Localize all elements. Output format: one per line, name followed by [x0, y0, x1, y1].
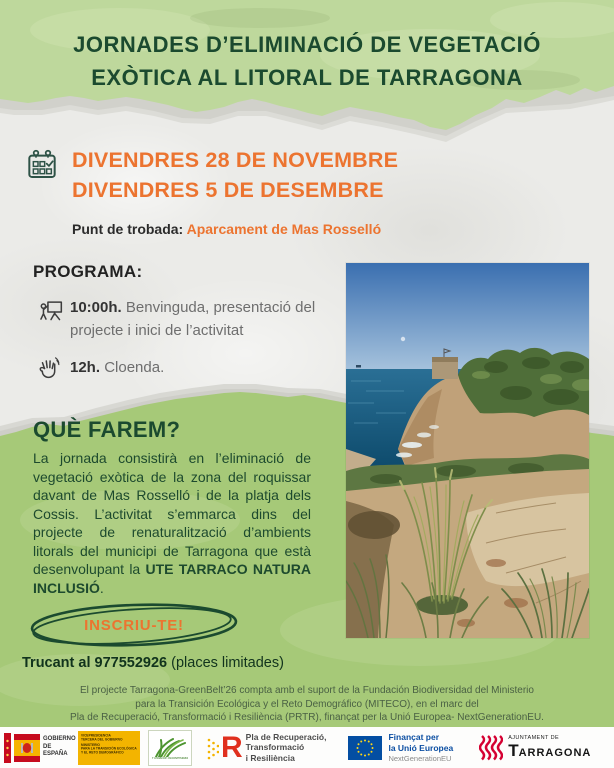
waving-hand-icon — [37, 357, 60, 380]
logo-gobierno-espana — [4, 731, 140, 765]
inscriute-label: INSCRIU-TE! — [84, 616, 184, 634]
ministerio-line: TERCERA DEL GOBIERNO — [81, 737, 123, 741]
phone-number: Trucant al 977552926 — [22, 655, 168, 671]
ministerio-line: MINISTERIO — [81, 742, 100, 747]
event-dates — [72, 145, 398, 205]
footer-line-3: Pla de Recuperació, Transformació i Resiliència (PRTR), finançat per la Unió Europea- NextGenerationEU. — [70, 712, 544, 723]
page-title — [20, 28, 594, 94]
prtr-r-icon: R — [221, 730, 243, 764]
logo-bar — [0, 727, 614, 768]
eu-flag-icon — [348, 736, 382, 760]
inscriute-button[interactable] — [26, 599, 242, 651]
program-text-1: Benvinguda, presentació del projecte i inici de l’activitat — [70, 299, 316, 339]
grass-icon — [153, 735, 187, 757]
title-line-2: EXÒTICA AL LITORAL DE TARRAGONA — [91, 65, 523, 90]
prtr-text — [246, 732, 327, 763]
program-item-2 — [70, 356, 332, 379]
ministerio-line: PARA LA TRANSICIÓN ECOLÓGICA — [81, 746, 137, 751]
tarragona-rest: ARRAGONA — [518, 746, 592, 759]
gobierno-name-line1: GOBIERNO — [43, 736, 76, 743]
footer-credits — [0, 684, 614, 725]
what-body — [33, 449, 311, 597]
logo-ajuntament-tarragona — [479, 733, 591, 763]
eu-text — [388, 732, 453, 763]
fundacion-caption — [148, 757, 192, 765]
prtr-dots-icon — [206, 732, 219, 764]
gobierno-name — [43, 736, 75, 759]
logo-prtr — [206, 732, 326, 764]
eu-line-2: la Unió Europea — [388, 742, 454, 753]
program-heading: PROGRAMA: — [33, 262, 143, 281]
meeting-point-label: Punt de trobada: — [72, 221, 184, 237]
what-body-bold: UTE TARRACO NATURA INCLUSIÓ — [33, 561, 311, 596]
meeting-point — [72, 221, 381, 237]
fundacion-caption-text: Fundación Biodiversidad — [151, 756, 189, 760]
ministerio-box — [78, 731, 140, 765]
eu-line-1: Finançat per — [388, 731, 440, 742]
tarragona-initial: T — [508, 740, 519, 760]
meeting-point-value: Aparcament de Mas Rosselló — [186, 221, 382, 237]
title-line-1: JORNADES D’ELIMINACIÓ DE VEGETACIÓ — [73, 32, 541, 57]
calendar-icon — [26, 149, 58, 181]
tarragona-big-text — [508, 741, 591, 761]
tarragona-text — [508, 735, 591, 761]
footer-line-1: El projecte Tarragona-GreenBelt’26 compta amb el suport de la Fundación Biodiversidad del Ministerio — [80, 685, 534, 696]
program-text-2: Cloenda. — [104, 359, 165, 376]
what-body-text: La jornada consistirà en l’eliminació de vegetació exòtica de la zona del roquissar davant de Mas Rosselló i de la platja dels Cossis. L’activitat s’emmarca dins del projecte de renaturalització d’ambients litorals del municipi de Tarragona que està desenvolupant la — [33, 450, 311, 577]
ministerio-line: VICEPRESIDENCIA — [81, 733, 111, 737]
ministerio-line: Y EL RETO DEMOGRÁFICO — [81, 750, 124, 755]
tarragona-small-text: AJUNTAMENT DE — [508, 734, 560, 741]
eu-line-3: NextGenerationEU — [388, 754, 452, 764]
date-line-1: DIVENDRES 28 DE NOVEMBRE — [72, 148, 399, 172]
spain-red-bar-icon — [4, 733, 11, 763]
presentation-icon — [39, 299, 64, 324]
gobierno-name-line2: DE ESPAÑA — [43, 743, 68, 758]
program-item-1 — [70, 296, 332, 342]
what-body-period: . — [99, 579, 104, 596]
prtr-line-2: Transformació — [245, 742, 305, 753]
footer-line-2: para la Transición Ecológica y el Reto Demográfico (MITECO), en el marc del — [135, 698, 479, 710]
tarragona-emblem-icon — [479, 733, 503, 763]
prtr-line-3: i Resiliència — [245, 752, 295, 763]
program-time-2: 12h. — [70, 359, 101, 376]
date-line-2: DIVENDRES 5 DE DESEMBRE — [72, 178, 384, 202]
ministerio-text — [81, 734, 140, 755]
phone-note: (places limitades) — [171, 655, 284, 671]
logo-fundacion-biodiversidad — [148, 730, 192, 766]
what-heading: QUÈ FAREM? — [33, 417, 181, 442]
coast-photo — [346, 263, 589, 638]
logo-eu — [348, 732, 453, 763]
program-time-1: 10:00h. — [70, 299, 122, 316]
prtr-line-1: Pla de Recuperació, — [245, 731, 327, 742]
phone-line[interactable] — [22, 655, 284, 671]
spain-flag-icon — [14, 734, 40, 762]
